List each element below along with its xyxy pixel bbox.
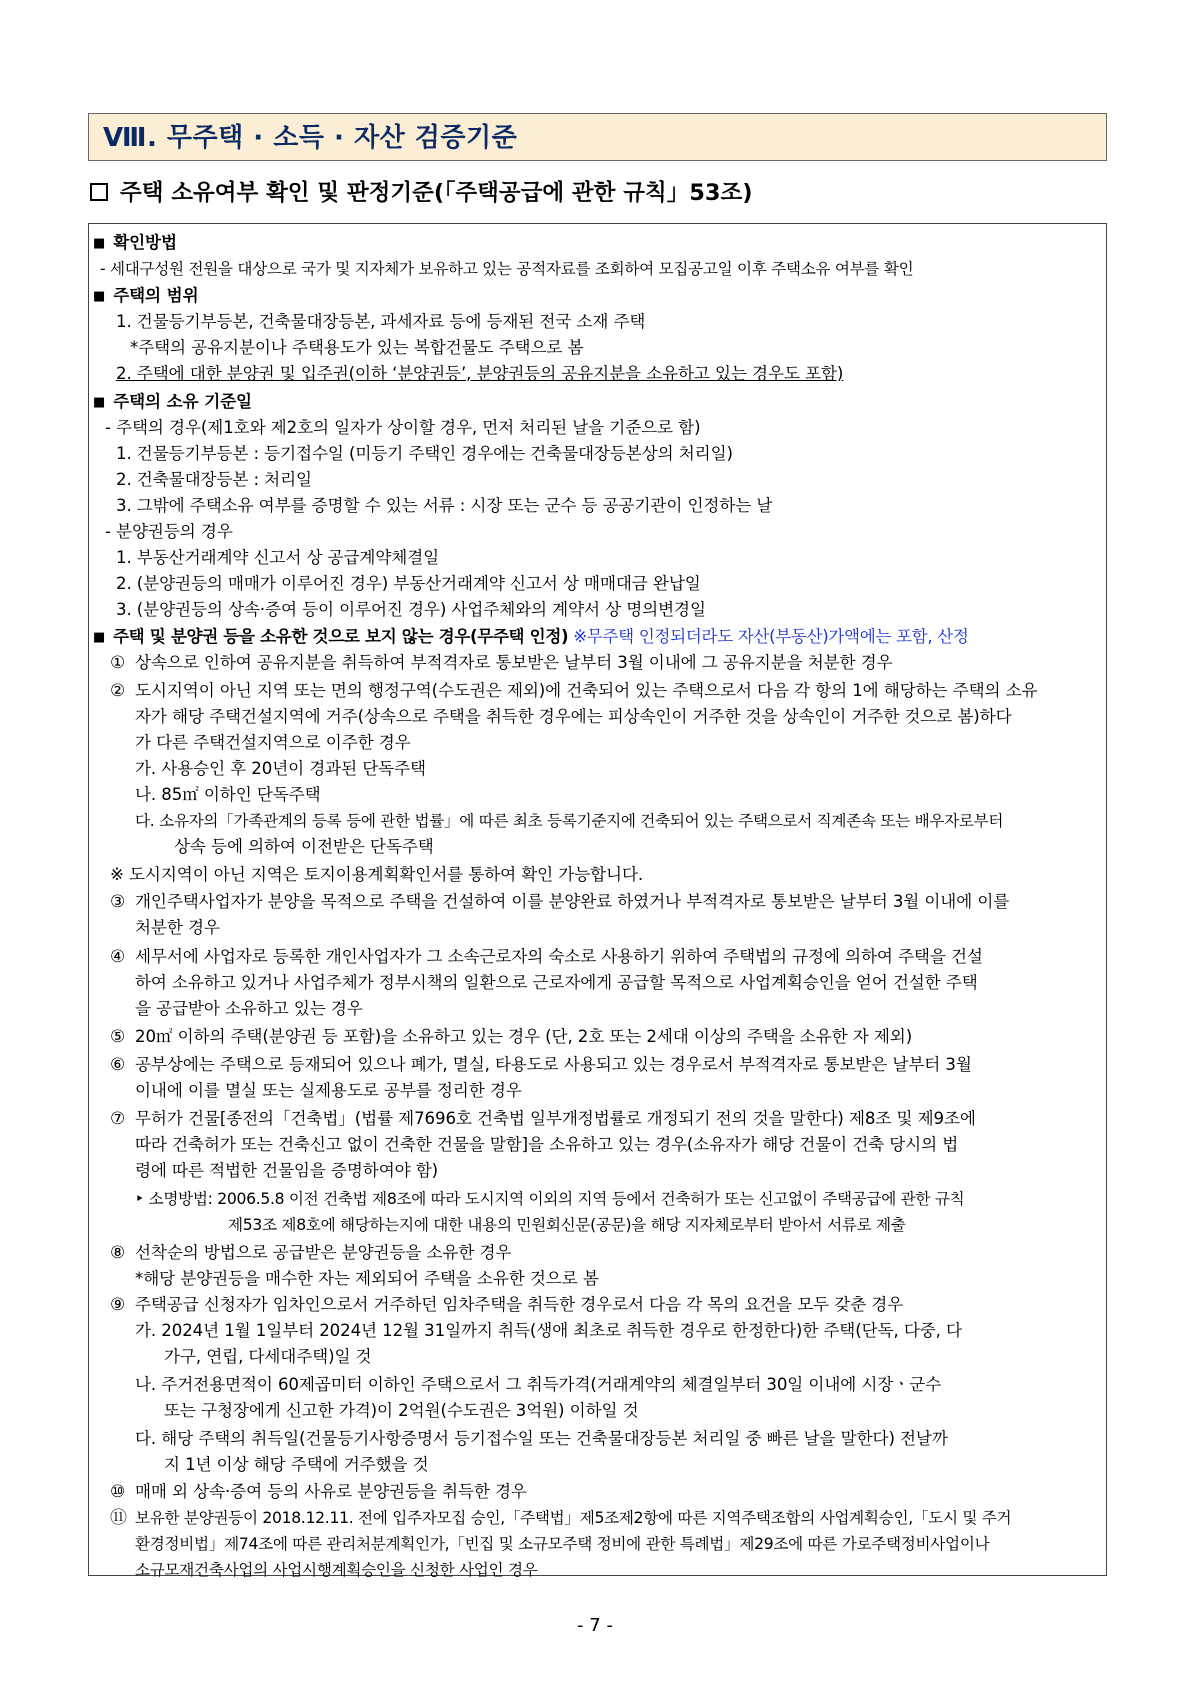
item-9-sub-c-line-2: 지 1년 이상 해당 주택에 거주했을 것 [164, 1455, 429, 1474]
item-11-line-2: 환경정비법」제74조에 따른 관리처분계획인가,「빈집 및 소규모주택 정비에 관한 특례법」제29조에 따른 가로주택정비사업이나 [135, 1535, 990, 1553]
scope-item-2: 2. 주택에 대한 분양권 및 입주권(이하 ‘분양권등’, 분양권등의 공유지분을 소유하고 있는 경우도 포함) [116, 364, 844, 383]
item-7-mark: ⑦ [110, 1109, 126, 1129]
item-9-text: 주택공급 신청자가 임차인으로서 거주하던 임차주택을 취득한 경우로서 다음 각 목의 요건을 모두 갖춘 경우 [135, 1295, 904, 1314]
section-title: Ⅷ. 무주택 · 소득 · 자산 검증기준 [88, 113, 1107, 161]
item-2-line-1: 도시지역이 아닌 지역 또는 면의 행정구역(수도권은 제외)에 건축되어 있는 주택으로서 다음 각 항의 1에 해당하는 주택의 소유 [135, 681, 1038, 700]
item-11-line-1: 보유한 분양권등이 2018.12.11. 전에 입주자모집 승인,「주택법」제5조제2항에 따른 지역주택조합의 사업계획승인,「도시 및 주거 [135, 1509, 1012, 1527]
item-9-sub-a-line-1: 가. 2024년 1월 1일부터 2024년 12월 31일까지 취득(생애 최초로 취득한 경우로 한정한다)한 주택(단독, 다중, 다 [135, 1321, 962, 1340]
item-2-mark: ② [110, 681, 126, 701]
item-6-mark: ⑥ [110, 1055, 126, 1075]
item-11-line-3: 소규모재건축사업의 사업시행계획승인을 신청한 사업인 경우 [135, 1561, 538, 1579]
black-square-icon: ■ [93, 289, 106, 304]
item-9-sub-b-line-2: 또는 구청장에게 신고한 가격)이 2억원(수도권은 3억원) 이하일 것 [164, 1401, 639, 1420]
item-2-line-3: 가 다른 주택건설지역으로 이주한 경우 [135, 733, 411, 752]
rural-area-note: ※ 도시지역이 아닌 지역은 토지이용계획확인서를 통하여 확인 가능합니다. [110, 865, 644, 884]
item-4-line-1: 세무서에 사업자로 등록한 개인사업자가 그 소속근로자의 숙소로 사용하기 위하여 주택법의 규정에 의하여 주택을 건설 [135, 947, 983, 966]
item-5-text: 20㎡ 이하의 주택(분양권 등 포함)을 소유하고 있는 경우 (단, 2호 또는 2세대 이상의 주택을 소유한 자 제외) [135, 1027, 913, 1046]
item-9-mark: ⑨ [110, 1295, 126, 1315]
page-number: - 7 - [577, 1615, 613, 1636]
exempt-heading: ■ 주택 및 분양권 등을 소유한 것으로 보지 않는 경우(무주택 인정) ※무주택 인정되더라도 자산(부동산)가액에는 포함, 산정 [93, 627, 969, 646]
item-8-note: *해당 분양권등을 매수한 자는 제외되어 주택을 소유한 것으로 봄 [135, 1269, 599, 1288]
scope-heading: ■ 주택의 범위 [93, 286, 199, 305]
item-7-proof-line-1: ‣ 소명방법: 2006.5.8 이전 건축법 제8조에 따라 도시지역 이외의 지역 등에서 건축허가 또는 신고없이 주택공급에 관한 규칙 [135, 1190, 965, 1208]
date-house-intro: - 주택의 경우(제1호와 제2호의 일자가 상이할 경우, 먼저 처리된 날을 기준으로 함) [105, 418, 701, 437]
date-house-3: 3. 그밖에 주택소유 여부를 증명할 수 있는 서류 : 시장 또는 군수 등 공공기관이 인정하는 날 [116, 496, 773, 515]
date-house-1: 1. 건물등기부등본 : 등기접수일 (미등기 주택인 경우에는 건축물대장등본상의 처리일) [116, 444, 733, 463]
date-house-2: 2. 건축물대장등본 : 처리일 [116, 470, 312, 489]
item-5-mark: ⑤ [110, 1027, 126, 1047]
item-3-line-2: 처분한 경우 [135, 918, 220, 937]
confirm-text: - 세대구성원 전원을 대상으로 국가 및 지자체가 보유하고 있는 공적자료를 조회하여 모집공고일 이후 주택소유 여부를 확인 [100, 260, 914, 278]
item-4-mark: ④ [110, 947, 126, 967]
exempt-heading-note: ※무주택 인정되더라도 자산(부동산)가액에는 포함, 산정 [573, 627, 969, 646]
item-8-mark: ⑧ [110, 1243, 126, 1263]
item-10-mark: ⑩ [110, 1482, 126, 1502]
item-10-text: 매매 외 상속·증여 등의 사유로 분양권등을 취득한 경우 [135, 1482, 527, 1501]
item-9-sub-c-line-1: 다. 해당 주택의 취득일(건물등기사항증명서 등기접수일 또는 건축물대장등본 처리일 중 빠른 날을 말한다) 전날까 [135, 1429, 948, 1448]
black-square-icon: ■ [93, 630, 105, 645]
subtitle [88, 176, 753, 210]
item-7-line-1: 무허가 건물[종전의「건축법」(법률 제7696호 건축법 일부개정법률로 개정되기 전의 것을 말한다) 제8조 및 제9조에 [135, 1109, 976, 1128]
item-4-line-3: 을 공급받아 소유하고 있는 경우 [135, 999, 363, 1018]
black-square-icon: ■ [93, 236, 106, 251]
item-2-line-2: 자가 해당 주택건설지역에 거주(상속으로 주택을 취득한 경우에는 피상속인이 거주한 것을 상속인이 거주한 것으로 봄)하다 [135, 707, 1012, 726]
date-right-intro: - 분양권등의 경우 [105, 522, 233, 541]
item-1-mark: ① [110, 653, 126, 673]
item-7-line-3: 령에 따른 적법한 건물임을 증명하여야 함) [135, 1161, 439, 1180]
item-4-line-2: 하여 소유하고 있거나 사업주체가 정부시책의 일환으로 근로자에게 공급할 목적으로 사업계획승인을 얻어 건설한 주택 [135, 973, 978, 992]
item-3-mark: ③ [110, 892, 126, 912]
scope-item-1: 1. 건물등기부등본, 건축물대장등본, 과세자료 등에 등재된 전국 소재 주택 [116, 312, 646, 331]
scope-item-1-note: *주택의 공유지분이나 주택용도가 있는 복합건물도 주택으로 봄 [130, 338, 584, 357]
date-right-3: 3. (분양권등의 상속·증여 등이 이루어진 경우) 사업주체와의 계약서 상 명의변경일 [116, 600, 706, 619]
black-square-icon: ■ [93, 395, 106, 410]
item-6-line-1: 공부상에는 주택으로 등재되어 있으나 폐가, 멸실, 타용도로 사용되고 있는 경우로서 부적격자로 통보받은 날부터 3월 [135, 1055, 972, 1074]
item-2-sub-c-line-1: 다. 소유자의「가족관계의 등록 등에 관한 법률」에 따른 최초 등록기준지에 건축되어 있는 주택으로서 직계존속 또는 배우자로부터 [135, 812, 1004, 830]
confirm-heading: ■ 확인방법 [93, 233, 177, 252]
item-11-mark: ⑪ [110, 1508, 127, 1528]
item-2-sub-c-line-2: 상속 등에 의하여 이전받은 단독주택 [174, 837, 434, 856]
item-7-proof-line-2: 제53조 제8호에 해당하는지에 대한 내용의 민원회신문(공문)을 해당 지자체로부터 받아서 서류로 제출 [228, 1216, 906, 1234]
item-2-sub-b: 나. 85㎡ 이하인 단독주택 [135, 785, 321, 804]
item-7-line-2: 따라 건축허가 또는 건축신고 없이 건축한 건물을 말함]을 소유하고 있는 경우(소유자가 해당 건물이 건축 당시의 법 [135, 1135, 959, 1154]
subtitle-text: 주택 소유여부 확인 및 판정기준(「주택공급에 관한 규칙」53조) [120, 180, 753, 206]
item-2-sub-a: 가. 사용승인 후 20년이 경과된 단독주택 [135, 759, 426, 778]
date-heading: ■ 주택의 소유 기준일 [93, 392, 252, 411]
item-9-sub-a-line-2: 가구, 연립, 다세대주택)일 것 [164, 1347, 372, 1366]
date-right-1: 1. 부동산거래계약 신고서 상 공급계약체결일 [116, 548, 440, 567]
item-3-line-1: 개인주택사업자가 분양을 목적으로 주택을 건설하여 이를 분양완료 하였거나 부적격자로 통보받은 날부터 3월 이내에 이를 [135, 892, 1010, 911]
item-8-text: 선착순의 방법으로 공급받은 분양권등을 소유한 경우 [135, 1243, 512, 1262]
item-6-line-2: 이내에 이를 멸실 또는 실제용도로 공부를 정리한 경우 [135, 1081, 522, 1100]
empty-checkbox-icon [90, 183, 108, 201]
date-right-2: 2. (분양권등의 매매가 이루어진 경우) 부동산거래계약 신고서 상 매매대금 완납일 [116, 574, 701, 593]
item-9-sub-b-line-1: 나. 주거전용면적이 60제곱미터 이하인 주택으로서 그 취득가격(거래계약의 체결일부터 30일 이내에 시장ㆍ군수 [135, 1375, 942, 1394]
item-1-text: 상속으로 인하여 공유지분을 취득하여 부적격자로 통보받은 날부터 3월 이내에 그 공유지분을 처분한 경우 [135, 653, 893, 672]
